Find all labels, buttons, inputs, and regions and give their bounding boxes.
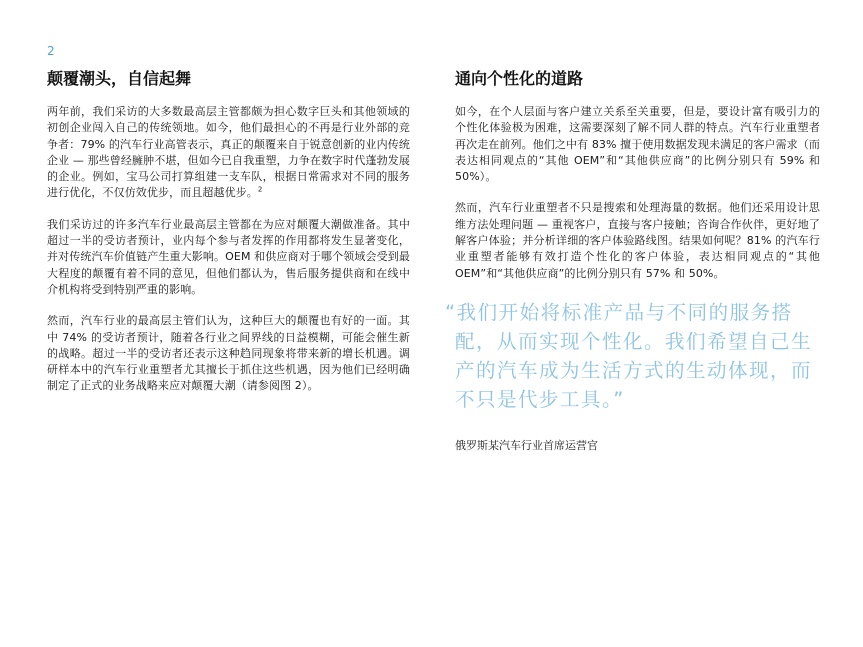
- left-paragraph-1-text: 两年前，我们采访的大多数最高层主管都颇为担心数字巨头和其他领域的初创企业闯入自己的传统领地。如今，他们最担心的不再是行业外部的竞争者：79% 的汽车行业高管表示，真正的颠覆来自于锐意创新的业内传统企业 — 那些曾经臃肿不堪，但如今已自我重塑，力争在数字时代蓬勃发展的企业。例如，宝马公司打算组建一支车队，根据日常需求对不同的服务进行优化，不仅仿效优步，而且超越优步。: [47, 105, 410, 200]
- footnote-marker: 2: [257, 185, 263, 194]
- right-column: [445, 68, 820, 454]
- quote-attribution: 俄罗斯某汽车行业首席运营官: [455, 438, 598, 452]
- right-paragraph-1: 如今，在个人层面与客户建立关系至关重要，但是，要设计富有吸引力的个性化体验极为困难，这需要深刻了解不同人群的特点。汽车行业重塑者再次走在前列。他们之中有 83% 擅于使用数据发现未满足的客户需求（而表达相同观点的“其他 OEM”和“其他供应商”的比例分别只有 59% 和 50%）。: [455, 105, 820, 184]
- page-number: 2: [47, 44, 55, 58]
- left-column: [47, 68, 410, 410]
- pull-quote: “我们开始将标准产品与不同的服务搭配，从而实现个性化。我们希望自己生产的汽车成为生活方式的生动体现，而不只是代步工具。”: [445, 300, 813, 411]
- left-paragraph-3: 然而，汽车行业的最高层主管们认为，这种巨大的颠覆也有好的一面。其中 74% 的受访者预计，随着各行业之间界线的日益模糊，可能会催生新的战略。超过一半的受访者还表示这种趋同现象将带来新的增长机遇。调研样本中的汽车行业重塑者尤其擅长于抓住这些机遇，因为他们已经明确制定了正式的业务战略来应对颠覆大潮（请参阅图 2）。: [47, 314, 410, 393]
- right-column-heading: 通向个性化的道路: [455, 69, 584, 88]
- left-paragraph-1: [47, 104, 410, 202]
- left-column-heading: 颠覆潮头，自信起舞: [47, 69, 192, 88]
- left-paragraph-2: 我们采访过的许多汽车行业最高层主管都在为应对颠覆大潮做准备。其中超过一半的受访者预计，业内每个参与者发挥的作用都将发生显著变化，并对传统汽车价值链产生重大影响。OEM 和供应商对于哪个领域会受到最大程度的颠覆有着不同的意见，但他们都认为，售后服务提供商和在线中介机构将受到特别严重的影响。: [47, 217, 410, 296]
- right-paragraph-2: 然而，汽车行业重塑者不只是搜索和处理海量的数据。他们还采用设计思维方法处理问题 — 重视客户，直接与客户接触；咨询合作伙伴，更好地了解客户体验；并分析详细的客户体验路线图。结果如何呢？81% 的汽车行业重塑者能够有效打造个性化的客户体验，表达相同观点的“其他 OEM”和“其他供应商”的比例分别只有 57% 和 50%。: [455, 201, 820, 280]
